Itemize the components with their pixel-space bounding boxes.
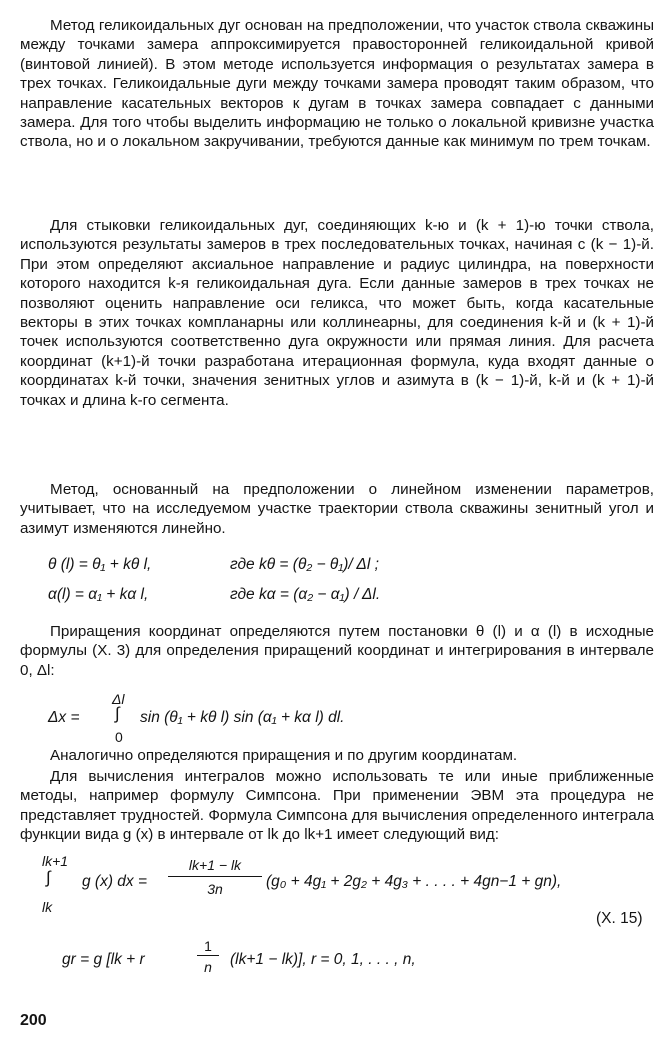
simpson-lower-limit: lk: [42, 899, 53, 915]
equation-delta-x-integrand: sin (θ₁ + kθ l) sin (α₁ + kα l) dl.: [140, 709, 345, 726]
equation-theta-where: где kθ = (θ₂ − θ₁)/ Δl ;: [230, 556, 379, 573]
simpson-fraction-numerator: lk+1 − lk: [188, 857, 242, 873]
equation-gr-rest: (lk+1 − lk)], r = 0, 1, . . . , n,: [230, 951, 416, 968]
paragraph-arc-joining: Для стыковки геликоидальных дуг, соединяющих k-ю и (k + 1)-ю точки ствола, используются результаты замеров в трех последовательных точках, начиная с (k − 1)-й. При этом определяют аксиальное направление и радиус цилиндра, на поверхности которого находится k-я геликоидальная дуга. Если данные замеров в трех точках не позволяют оценить направление оси геликса, что может быть, когда касательные векторы в этих точках компланарны или коллинеарны, для соединения k-й и (k + 1)-й точек используются соответственно дуга окружности или прямая линия. Для расчета координат (k+1)-й точки разработана итерационная формула, куда входят данные о координатах k-й точки, значения зенитных углов и азимута в (k − 1)-й, k-й и (k + 1)-й точках и длина k-го сегмента.: [20, 217, 654, 409]
simpson-integrand: g (x) dx =: [82, 873, 148, 890]
equation-theta-main: θ (l) = θ₁ + kθ l,: [48, 556, 152, 573]
equation-delta-x-lhs: Δx =: [48, 709, 80, 726]
integral-lower-limit: 0: [115, 729, 123, 745]
paragraph-analogous: Аналогично определяются приращения и по другим координатам.: [50, 747, 518, 764]
paragraph-linear-method: Метод, основанный на предположении о линейном изменении параметров, учитывает, что на исследуемом участке траектории ствола скважины зенитный угол и азимут изменяются линейно.: [20, 481, 654, 537]
simpson-integral-sign: ∫: [46, 868, 51, 887]
equation-alpha-where: где kα = (α₂ − α₁) / Δl.: [230, 586, 381, 603]
simpson-upper-limit: lk+1: [42, 853, 69, 869]
paragraph-simpson: Для вычисления интегралов можно использовать те или иные приближенные методы, например формулу Симпсона. При применении ЭВМ эта процедура не представляет трудностей. Формула Симпсона для вычисления определенного интеграла функции вида g (x) в интервале от lk до lk+1 имеет следующий вид:: [20, 768, 654, 844]
gr-fraction-bar: [197, 955, 219, 956]
integral-upper-limit: Δl: [112, 691, 125, 707]
integral-sign: ∫: [115, 704, 120, 723]
gr-fraction-numerator: 1: [204, 938, 212, 954]
paragraph-increments: Приращения координат определяются путем постановки θ (l) и α (l) в исходные формулы (X. 3) для определения приращений координат и интегрирования в интервале 0, Δl:: [20, 623, 654, 679]
simpson-fraction-bar: [168, 876, 262, 877]
page-number: 200: [20, 1012, 47, 1029]
gr-fraction-denominator: n: [204, 959, 212, 975]
simpson-fraction-denominator: 3n: [207, 881, 223, 897]
equation-theta: [48, 555, 151, 574]
equation-gr-lhs: gr = g [lk + r: [62, 951, 145, 968]
paragraph-helicoidal-method: Метод геликоидальных дуг основан на предположении, что участок ствола скважины между точками замера аппроксимируется правосторонней геликоидальной кривой (винтовой линией). В этом методе используется информация о результатах замера в трех точках. Геликоидальные дуги между точками замера проводят таким образом, что направление касательных векторов к дугам в точках замера совпадает с данными замера. Для того чтобы выделить информацию не только о локальной кривизне участка ствола, но и о локальном закручивании, требуются данные как минимум по трем точкам.: [20, 17, 654, 151]
simpson-sum: (g₀ + 4g₁ + 2g₂ + 4g₃ + . . . . + 4gn−1 + gn),: [266, 873, 562, 890]
equation-alpha: α(l) = α₁ + kα l,: [48, 586, 149, 603]
equation-number: (X. 15): [596, 910, 643, 927]
